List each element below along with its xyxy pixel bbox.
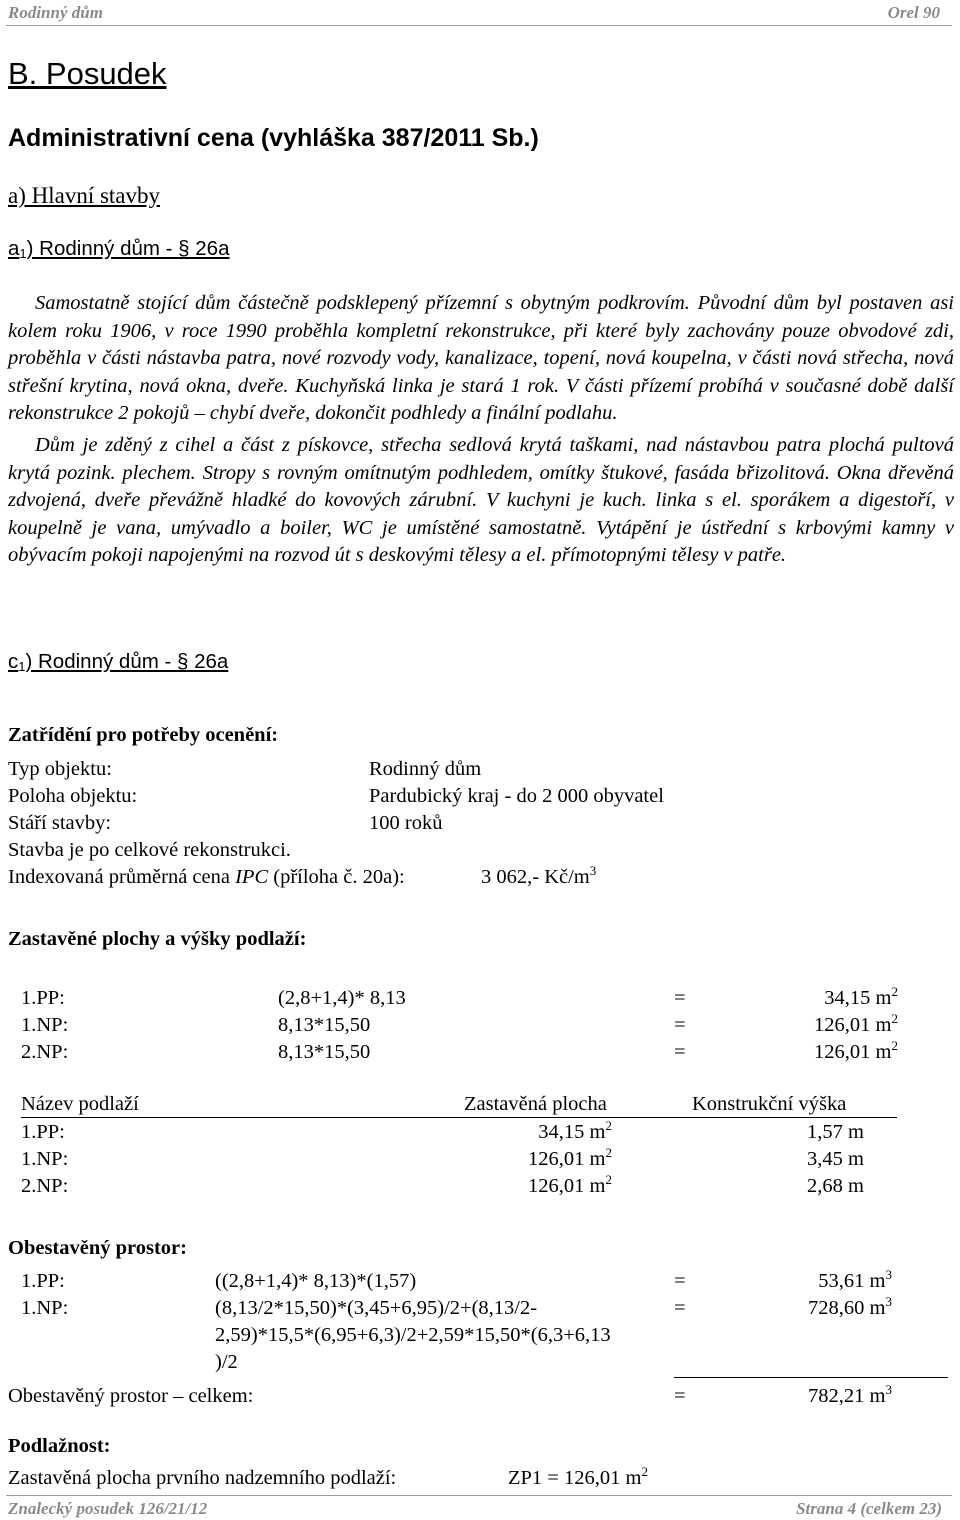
table-row-area: 34,15 $m^2$ — [538, 1118, 612, 1143]
area-value-1np: 126,01 $m^2$ — [814, 1011, 898, 1036]
building-description — [8, 290, 954, 570]
table-row-floor: 1.PP: — [21, 1121, 65, 1143]
area-floor-2np: 2.NP: — [21, 1041, 69, 1063]
section-title: B. Posudek — [8, 56, 167, 91]
table-header-rule — [21, 1117, 897, 1118]
area-value-2np: 126,01 $m^2$ — [814, 1038, 898, 1063]
table-header-floor: Název podlaží — [21, 1093, 139, 1115]
areas-title: Zastavěné plochy a výšky podlaží: — [8, 928, 307, 950]
table-row-area: 126,01 $m^2$ — [528, 1145, 612, 1170]
paragraph-sign: § — [178, 237, 190, 260]
volume-formula-1np-line3: )/2 — [215, 1351, 238, 1373]
building-age-label: Stáří stavby: — [8, 812, 112, 834]
main-buildings-heading: a) Hlavní stavby — [8, 183, 161, 208]
area-eq: = — [674, 987, 686, 1009]
volume-title: Obestavěný prostor: — [8, 1237, 187, 1259]
volume-total-label: Obestavěný prostor – celkem: — [8, 1385, 254, 1407]
volume-value-1np: 728,60 $m^3$ — [808, 1294, 892, 1319]
table-row-height: 2,68 m — [807, 1175, 864, 1197]
footer-rule — [6, 1495, 952, 1496]
table-row-floor: 2.NP: — [21, 1175, 69, 1197]
area-formula-1pp: (2,8+1,4)* 8,13 — [278, 987, 406, 1009]
object-location-label: Poloha objektu: — [8, 785, 138, 807]
volume-eq: = — [674, 1270, 686, 1292]
area-formula-1np: 8,13*15,50 — [278, 1014, 371, 1036]
area-eq: = — [674, 1014, 686, 1036]
area-value-1pp: 34,15 $m^2$ — [824, 984, 898, 1009]
object-type-value: Rodinný dům — [369, 758, 482, 780]
table-row-area: 126,01 $m^2$ — [528, 1172, 612, 1197]
table-row-height: 1,57 m — [807, 1121, 864, 1143]
header-reference: Orel 90 — [887, 3, 940, 22]
volume-formula-1np-line1: (8,13/2*15,50)*(3,45+6,95)/2+(8,13/2- — [215, 1297, 538, 1319]
description-paragraph-1: Samostatně stojící dům částečně podsklepený přízemní s obytným podkrovím. Původní dům byl postaven asi kolem roku 1906, v roce 1990 proběhla kompletní rekonstrukce, při které byly zachovány pouze obvodové zdi, proběhla v části nástavba patra, nové rozvody vody, kanalizace, topení, nová koupelna, v části nová střecha, nová střešní krytina, nová okna, dveře. Kuchyňská linka je stará 1 rok. V části přízemí probíhá v současné době další rekonstrukce 2 pokojů – chybí dveře, dokončit podhledy a finální podlahu. — [8, 292, 954, 425]
table-row-floor: 1.NP: — [21, 1148, 69, 1170]
table-row-height: 3,45 m — [807, 1148, 864, 1170]
area-eq: = — [674, 1041, 686, 1063]
building-age-value: 100 roků — [369, 812, 443, 834]
a1-heading: $a_1$) Rodinný dům - § 26a — [8, 237, 230, 261]
reconstruction-note: Stavba je po celkové rekonstrukci. — [8, 839, 291, 861]
ipc-value: 3 062,- $Kč/m^3$ — [481, 863, 597, 888]
volume-total-value: 782,21 $m^3$ — [808, 1382, 892, 1407]
volume-floor-1np: 1.NP: — [21, 1297, 69, 1319]
table-header-height: Konstrukční výška — [692, 1093, 847, 1115]
volume-value-1pp: 53,61 $m^3$ — [818, 1267, 892, 1292]
admin-title: Administrativní cena (vyhláška 387/2011 Sb.) — [8, 124, 539, 152]
table-header-area: Zastavěná plocha — [464, 1093, 607, 1115]
footer-page-number: Strana 4 (celkem 23) — [796, 1499, 942, 1518]
volume-eq: = — [674, 1297, 686, 1319]
header-rule — [6, 25, 952, 26]
volume-floor-1pp: 1.PP: — [21, 1270, 65, 1292]
area-formula-2np: 8,13*15,50 — [278, 1041, 371, 1063]
volume-formula-1pp: ((2,8+1,4)* 8,13)*(1,57) — [215, 1270, 417, 1292]
volume-formula-1np-line2: 2,59)*15,5*(6,95+6,3)/2+2,59*15,50*(6,3+6,13 — [215, 1324, 611, 1346]
sum-rule — [674, 1377, 948, 1378]
floorness-title: Podlažnost: — [8, 1435, 111, 1457]
description-paragraph-2: Dům je zděný z cihel a část z pískovce, střecha sedlová krytá taškami, nad nástavbou patra plochá pultová krytá pozink. plechem. Stropy s rovným omítnutým podhledem, omítky štukové, fasáda břizolitová. Okna dřevěná zdvojená, dveře převážně hladké do kovových zárubní. V kuchyni je kuch. linka s el. sporákem a digestoří, v koupelně je vana, umývadlo a boiler, WC je umístěné samostatně. Vytápění je ústřední s krbovými kamny v obývacím pokoji napojenými na rozvod út s deskovými tělesy a el. přímotopnými tělesy v patře. — [8, 433, 954, 567]
floorness-value: ZP1 = 126,01 $m^2$ — [508, 1464, 648, 1489]
c1-heading: $c_1$) Rodinný dům - § 26a — [8, 650, 229, 674]
area-floor-1pp: 1.PP: — [21, 987, 65, 1009]
header-title: Rodinný dům — [8, 3, 103, 22]
paragraph-sign: § — [177, 650, 189, 673]
volume-total-eq: = — [674, 1385, 686, 1407]
classification-title: Zatřídění pro potřeby ocenění: — [8, 724, 279, 746]
ipc-line: Indexovaná průměrná cena IPC (příloha č. 20a): — [8, 866, 405, 888]
floorness-label: Zastavěná plocha prvního nadzemního podlaží: — [8, 1467, 397, 1489]
object-location-value: Pardubický kraj - do 2 000 obyvatel — [369, 785, 664, 807]
area-floor-1np: 1.NP: — [21, 1014, 69, 1036]
object-type-label: Typ objektu: — [8, 758, 112, 780]
footer-report-number: Znalecký posudek 126/21/12 — [8, 1499, 208, 1518]
